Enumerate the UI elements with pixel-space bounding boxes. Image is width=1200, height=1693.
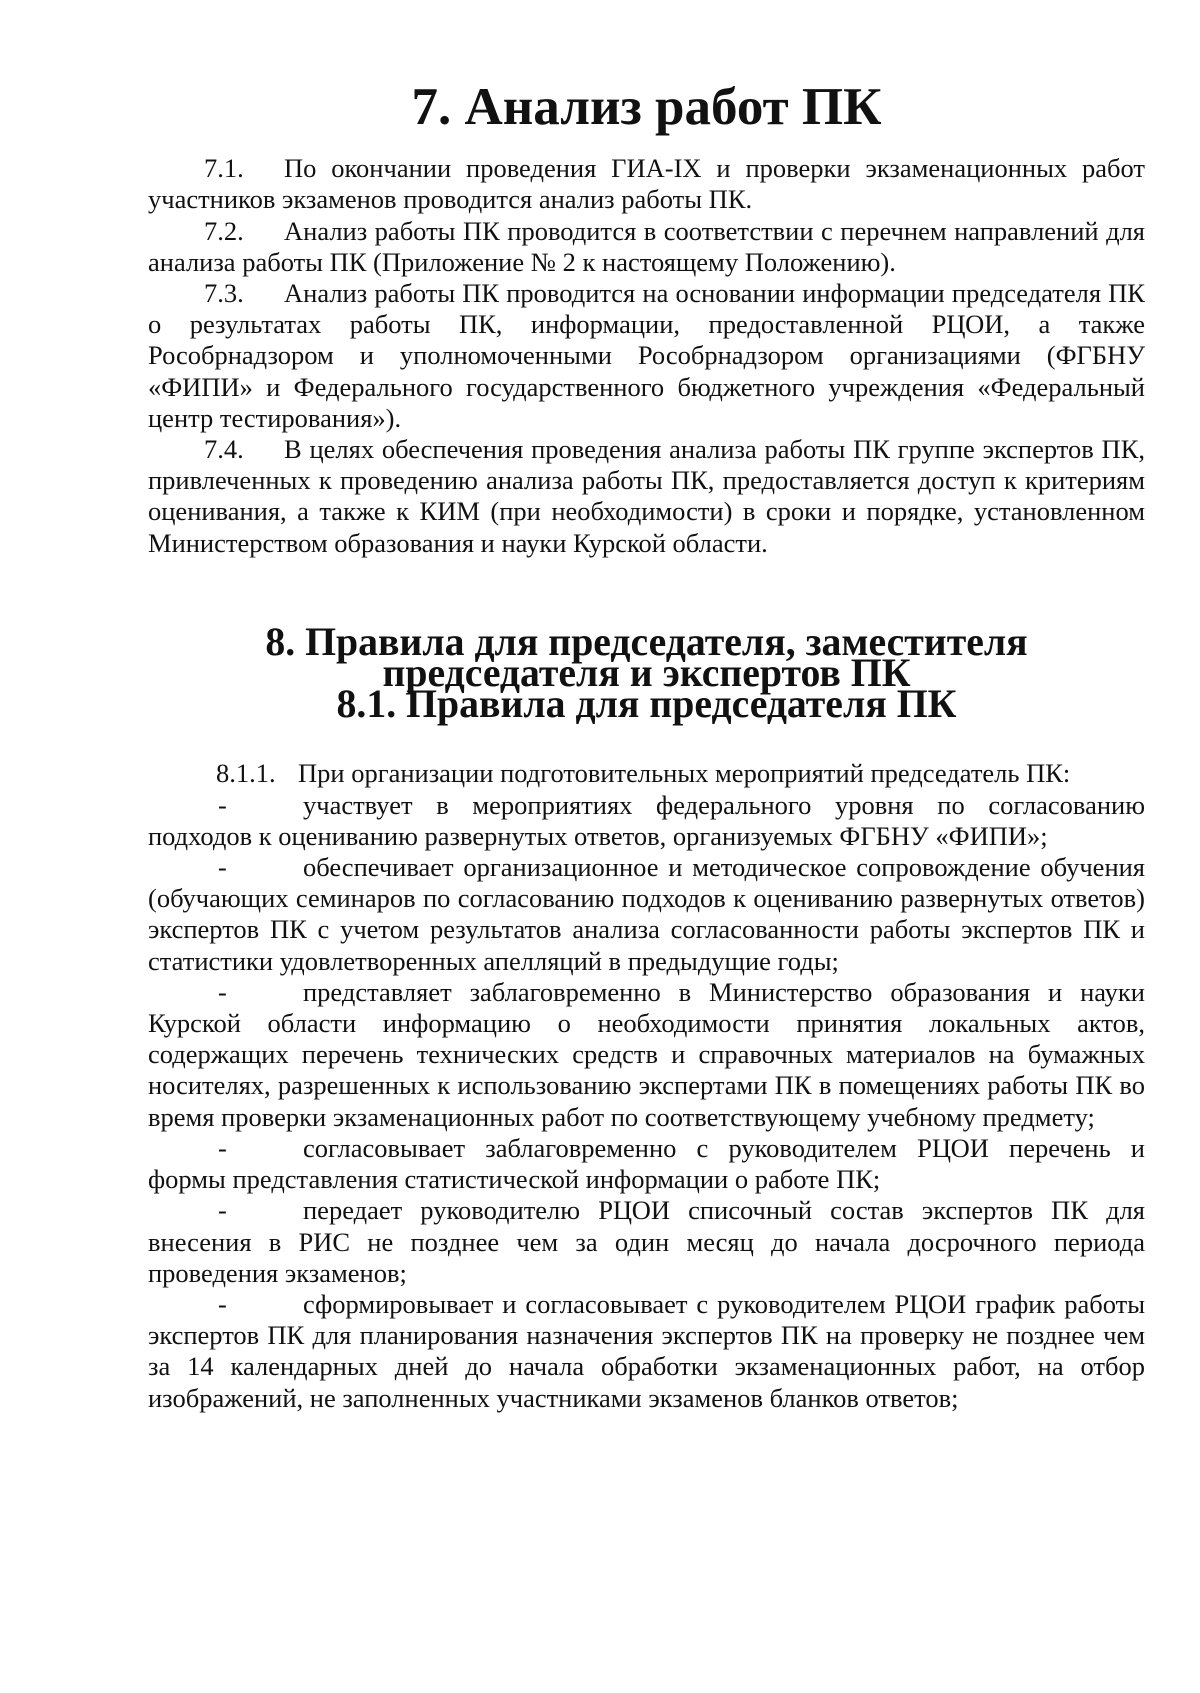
bullet-text: обеспечивает организационное и методическое сопровождение обучения (обучающих семинаров по согласованию подходов к оцениванию развернутых ответов) экспертов ПК с учетом результатов анализа согласованности работы экспертов ПК и статистики удовлетворенных апелляций в предыдущие годы; [148, 852, 1145, 976]
bullet-text: передает руководителю РЦОИ списочный состав экспертов ПК для внесения в РИС не позднее чем за один месяц до начала досрочного периода проведения экзаменов; [148, 1195, 1145, 1288]
section-7-title: 7. Анализ работ ПК [411, 78, 882, 136]
section-8-1-subtitle: 8.1. Правила для председателя ПК [336, 682, 957, 727]
paragraph-number: 8.1.1. [216, 758, 276, 789]
paragraph-number: 7.2. [204, 215, 244, 246]
paragraph-7-4 [148, 434, 1145, 559]
bullet-dash: - [218, 852, 227, 883]
paragraph-8-1-1 [148, 758, 1145, 789]
bullet-dash: - [218, 789, 227, 820]
bullet-text: согласовывает заблаговременно с руководителем РЦОИ перечень и формы представления статистической информации о работе ПК; [148, 1132, 1145, 1195]
paragraph-text: По окончании проведения ГИА-IX и проверки экзаменационных работ участников экзаменов проводится анализ работы ПК. [148, 153, 1145, 215]
bullet-item [148, 1195, 1145, 1289]
bullet-text: представляет заблаговременно в Министерство образования и науки Курской области информацию о необходимости принятия локальных актов, содержащих перечень технических средств и справочных материалов на бумажных носителях, разрешенных к использованию экспертами ПК в помещениях работы ПК во время проверки экзаменационных работ по соответствующему учебному предмету; [148, 976, 1145, 1132]
bullet-item [148, 1133, 1145, 1195]
bullet-text: сформировывает и согласовывает с руководителем РЦОИ график работы экспертов ПК для планирования назначения экспертов ПК на проверку не позднее чем за 14 календарных дней до начала обработки экзаменационных работ, на отбор изображений, не заполненных участниками экзаменов бланков ответов; [148, 1288, 1145, 1413]
paragraph-7-2 [148, 216, 1145, 278]
bullet-item [148, 977, 1145, 1133]
bullet-dash: - [218, 1132, 227, 1163]
paragraph-number: 7.3. [204, 278, 244, 309]
paragraph-7-1 [148, 153, 1145, 215]
paragraph-number: 7.1. [204, 153, 244, 184]
bullet-dash: - [218, 976, 227, 1007]
document-page [148, 78, 1145, 1414]
paragraph-text: В целях обеспечения проведения анализа работы ПК группе экспертов ПК, привлеченных к проведению анализа работы ПК, предоставляется доступ к критериям оценивания, а также к КИМ (при необходимости) в сроки и порядке, установленном Министерством образования и науки Курской области. [148, 434, 1145, 558]
bullet-dash: - [218, 1288, 227, 1319]
paragraph-text: Анализ работы ПК проводится на основании информации председателя ПК о результатах работы ПК, информации, предоставленной РЦОИ, а также Рособрнадзором и уполномоченными Рособрнадзором организациями (ФГБНУ «ФИПИ» и Федерального государственного бюджетного учреждения «Федеральный центр тестирования»). [148, 278, 1145, 433]
bullet-item [148, 1289, 1145, 1414]
paragraph-text: При организации подготовительных мероприятий председатель ПК: [298, 758, 1071, 789]
bullet-dash: - [218, 1195, 227, 1226]
bullet-text: участвует в мероприятиях федерального уровня по согласованию подходов к оцениванию развернутых ответов, организуемых ФГБНУ «ФИПИ»; [148, 789, 1145, 851]
spacer [148, 720, 1145, 758]
bullet-item [148, 790, 1145, 852]
paragraph-text: Анализ работы ПК проводится в соответствии с перечнем направлений для анализа работы ПК (Приложение № 2 к настоящему Положению). [148, 215, 1145, 277]
paragraph-7-3 [148, 278, 1145, 434]
section-8-title: 8. Правила для председателя, заместителя председателя и экспертов ПК [265, 619, 1028, 696]
paragraph-number: 7.4. [204, 434, 244, 465]
bullet-item [148, 852, 1145, 977]
spacer [148, 559, 1145, 627]
